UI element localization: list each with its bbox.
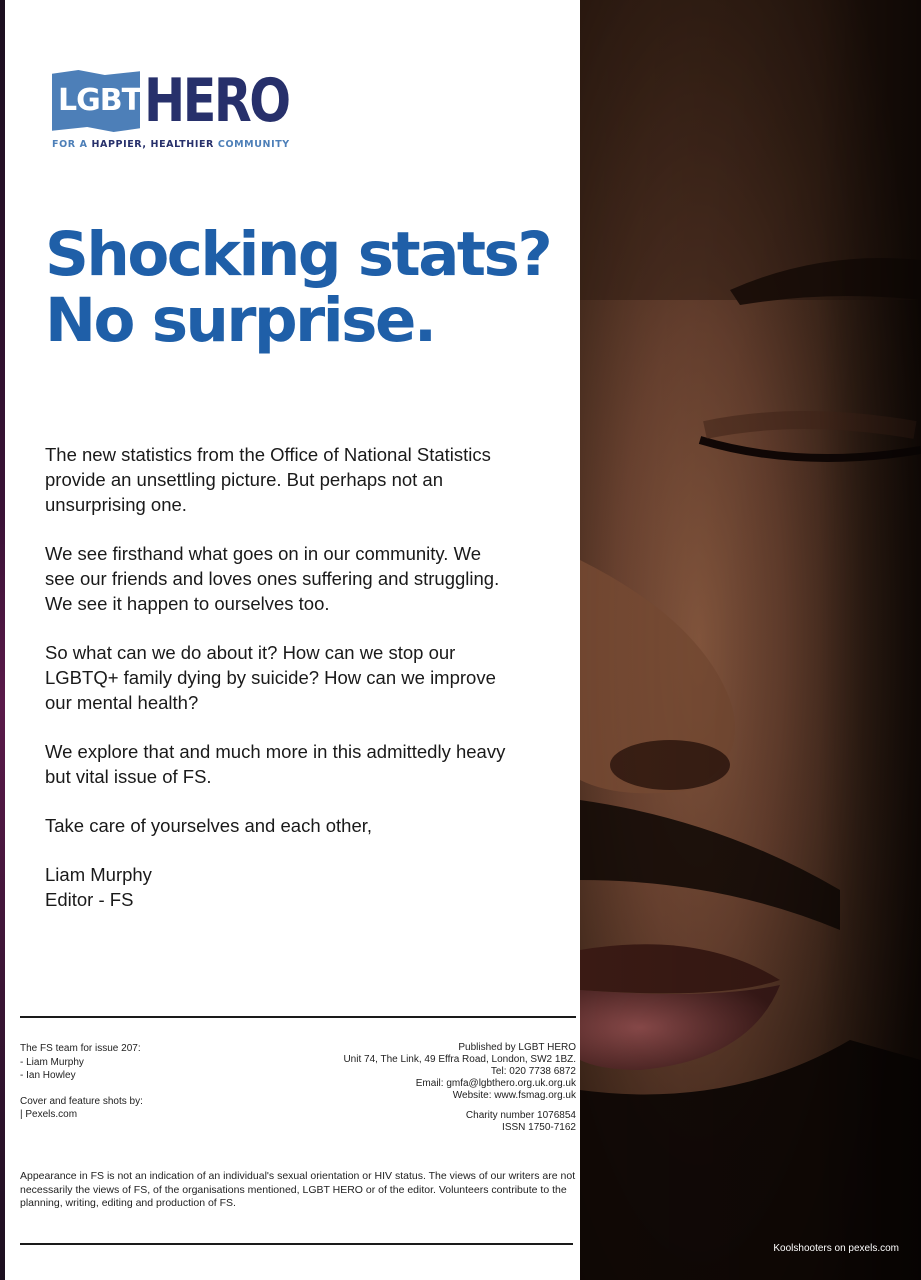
lgbt-hero-logo: [52, 68, 302, 158]
editorial-body: [45, 442, 575, 912]
paragraph-line: So what can we do about it? How can we stop our: [45, 642, 456, 663]
paragraph-line: see our friends and loves ones suffering and struggling.: [45, 568, 500, 589]
logo-hero-text: HERO: [144, 66, 289, 136]
tagline-pre: FOR A: [52, 139, 92, 150]
publisher-website: Website: www.fsmag.org.uk: [452, 1090, 576, 1101]
photo-credit-source: | Pexels.com: [20, 1109, 78, 1120]
team-member: - Liam Murphy: [20, 1056, 84, 1068]
paragraph-line: We see firsthand what goes on in our community. We: [45, 543, 481, 564]
signature-title: Editor - FS: [45, 889, 134, 910]
photo-credit-heading: Cover and feature shots by:: [20, 1095, 143, 1107]
headline-line-2: No surprise.: [45, 285, 435, 356]
issn: ISSN 1750-7162: [502, 1122, 576, 1133]
paragraph-3: [45, 640, 575, 715]
paragraph-line: We see it happen to ourselves too.: [45, 593, 330, 614]
publisher-address: Unit 74, The Link, 49 Effra Road, London, SW2 1BZ.: [343, 1054, 576, 1065]
paragraph-2: [45, 541, 575, 616]
paragraph-4: [45, 739, 575, 789]
paragraph-1: [45, 442, 575, 517]
paragraph-line: LGBTQ+ family dying by suicide? How can we improve: [45, 667, 496, 688]
portrait-photo: [580, 0, 921, 1280]
headline-line-1: Shocking stats?: [45, 219, 551, 290]
tagline-highlight: HAPPIER, HEALTHIER: [91, 139, 214, 150]
signature: [45, 862, 575, 912]
charity-number: Charity number 1076854: [465, 1110, 576, 1121]
paragraph-line: unsurprising one.: [45, 494, 187, 515]
publisher-info: [305, 1042, 576, 1134]
publisher-email: Email: gmfa@lgbthero.org.uk.org.uk: [415, 1078, 576, 1089]
team-heading: The FS team for issue 207:: [20, 1043, 141, 1054]
team-credits: [20, 1042, 270, 1122]
team-member: - Ian Howley: [20, 1070, 76, 1081]
tagline-post: COMMUNITY: [213, 139, 290, 150]
paragraph-5: Take care of yourselves and each other,: [45, 815, 373, 836]
divider-top: [20, 1016, 576, 1018]
paragraph-line: our mental health?: [45, 692, 199, 713]
logo-tagline: [52, 139, 290, 150]
headline: [45, 219, 575, 356]
paragraph-line: provide an unsettling picture. But perhaps not an: [45, 469, 444, 490]
photo-credit: Koolshooters on pexels.com: [773, 1243, 899, 1254]
logo-lgbt-text: LGBT: [58, 83, 142, 118]
paragraph-line: but vital issue of FS.: [45, 766, 212, 787]
paragraph-line: The new statistics from the Office of National Statistics: [45, 444, 491, 465]
portrait-face-illustration: [580, 0, 921, 1280]
paragraph-line: We explore that and much more in this admittedly heavy: [45, 741, 506, 762]
published-by: Published by LGBT HERO: [458, 1042, 576, 1053]
divider-bottom: [20, 1243, 573, 1245]
editorial-column: [5, 0, 580, 1280]
publisher-tel: Tel: 020 7738 6872: [490, 1066, 576, 1077]
disclaimer: Appearance in FS is not an indication of an individual's sexual orientation or HIV status. The views of our writers are not necessarily the views of FS, of the organisations mentioned, LGBT HERO or of the editor. Volunteers contribute to the planning, writing, editing and production of FS.: [20, 1170, 576, 1209]
signature-name: Liam Murphy: [45, 864, 152, 885]
